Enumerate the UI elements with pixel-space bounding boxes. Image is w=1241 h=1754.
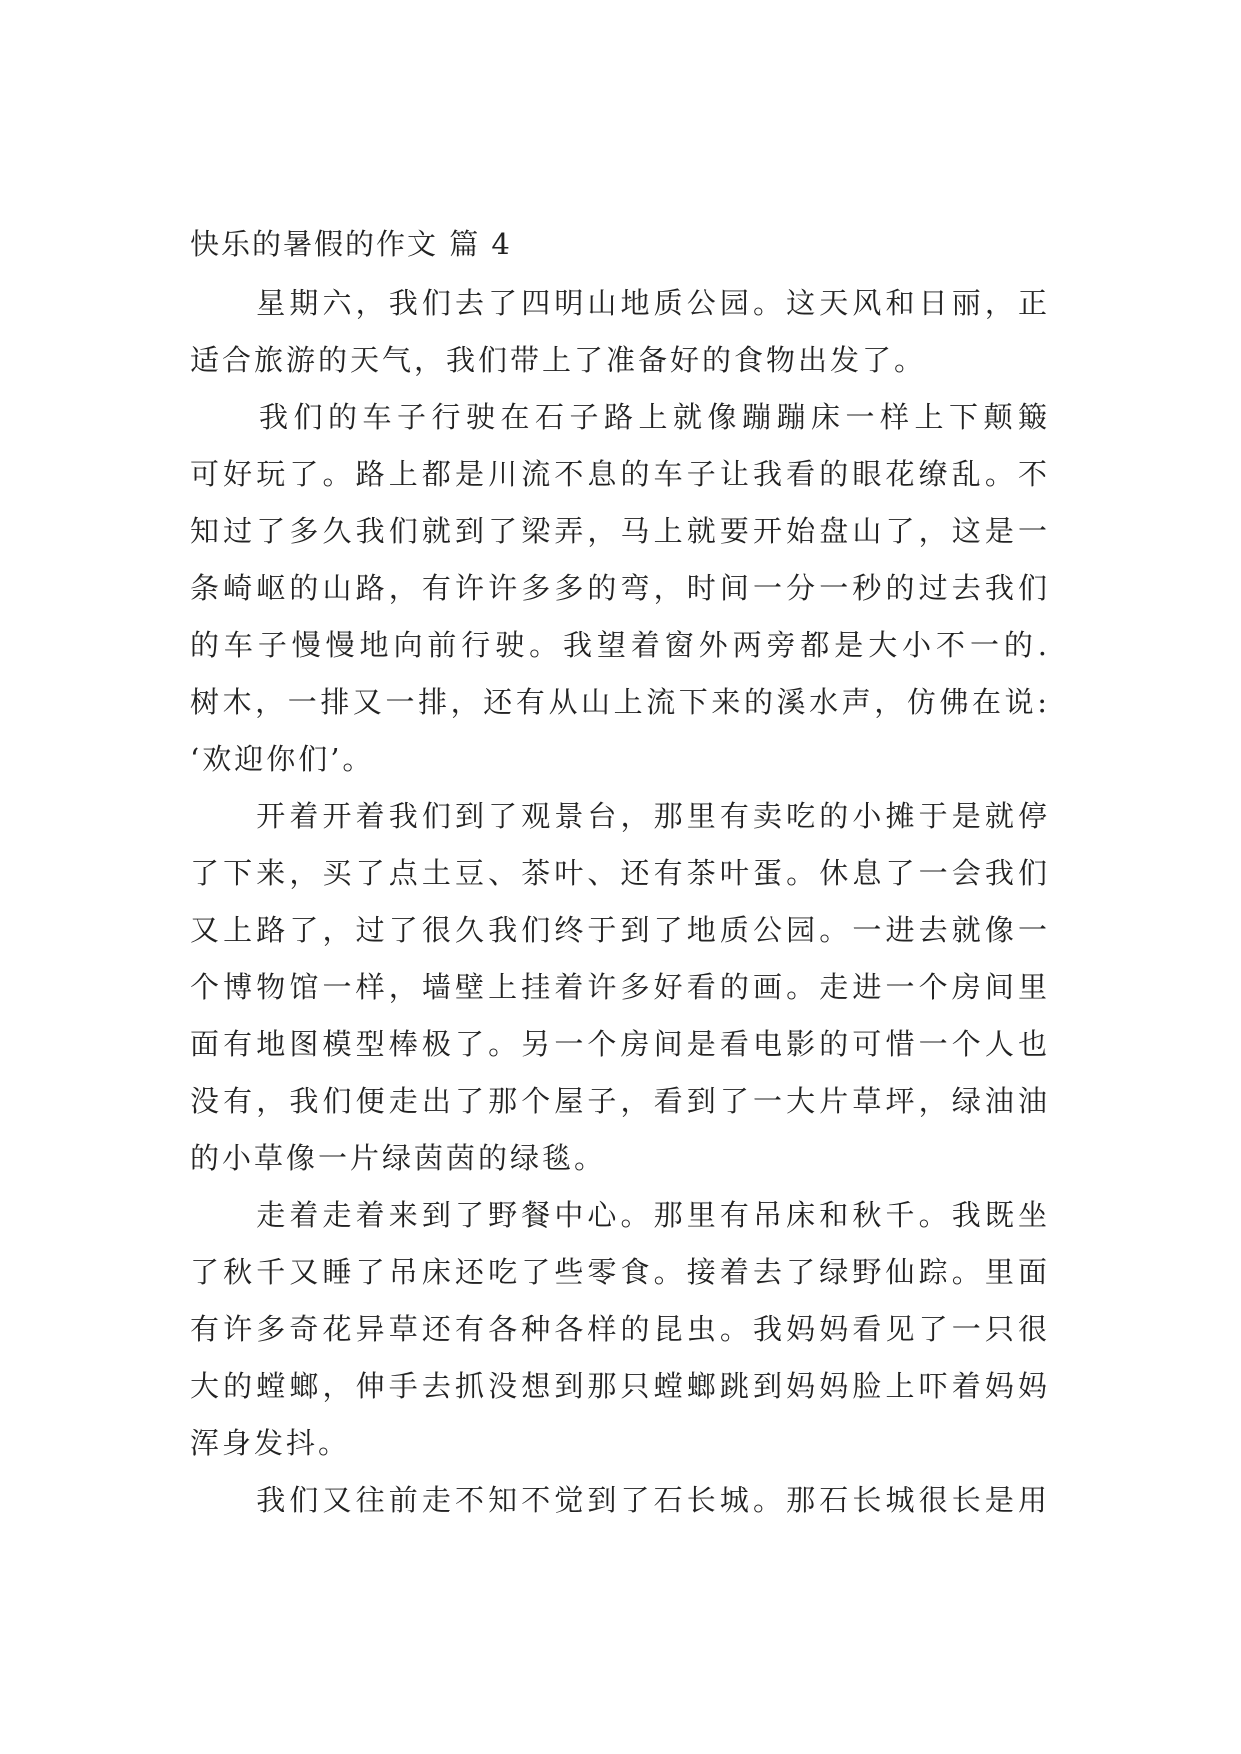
text-line: 浑身发抖。 — [190, 1426, 351, 1460]
text-line: 没有，我们便走出了那个屋子，看到了一大片草坪，绿油油 — [190, 1084, 1050, 1118]
text-line: 又上路了，过了很久我们终于到了地质公园。一进去就像一 — [190, 913, 1050, 947]
text-line: 适合旅游的天气，我们带上了准备好的食物出发了。 — [190, 343, 927, 377]
text-line: 的车子慢慢地向前行驶。我望着窗外两旁都是大小不一的. — [190, 628, 1050, 662]
text-line: 了下来，买了点土豆、茶叶、还有茶叶蛋。休息了一会我们 — [190, 856, 1050, 890]
text-line: 面有地图模型棒极了。另一个房间是看电影的可惜一个人也 — [190, 1027, 1050, 1061]
text-line: 条崎岖的山路，有许许多多的弯，时间一分一秒的过去我们 — [190, 571, 1050, 605]
text-line: 有许多奇花异草还有各种各样的昆虫。我妈妈看见了一只很 — [190, 1312, 1050, 1346]
text-line: 我们又往前走不知不觉到了石长城。那石长城很长是用 — [190, 1483, 1050, 1517]
text-line: 可好玩了。路上都是川流不息的车子让我看的眼花缭乱。不 — [190, 457, 1050, 491]
essay-title: 快乐的暑假的作文 篇 4 — [190, 227, 512, 261]
text-line: 了秋千又睡了吊床还吃了些零食。接着去了绿野仙踪。里面 — [190, 1255, 1050, 1289]
text-line: 大的螳螂，伸手去抓没想到那只螳螂跳到妈妈脸上吓着妈妈 — [190, 1369, 1050, 1403]
text-line: 个博物馆一样，墙壁上挂着许多好看的画。走进一个房间里 — [190, 970, 1050, 1004]
text-line: ‘欢迎你们’。 — [190, 742, 375, 776]
text-line: 开着开着我们到了观景台，那里有卖吃的小摊于是就停 — [190, 799, 1050, 833]
text-line: 星期六，我们去了四明山地质公园。这天风和日丽，正 — [190, 286, 1050, 320]
text-line: 树木，一排又一排，还有从山上流下来的溪水声，仿佛在说: — [190, 685, 1050, 719]
text-line: 我们的车子行驶在石子路上就像蹦蹦床一样上下颠簸 — [190, 400, 1050, 434]
text-line: 知过了多久我们就到了梁弄，马上就要开始盘山了，这是一 — [190, 514, 1050, 548]
text-line: 的小草像一片绿茵茵的绿毯。 — [190, 1141, 607, 1175]
text-line: 走着走着来到了野餐中心。那里有吊床和秋千。我既坐 — [190, 1198, 1050, 1232]
